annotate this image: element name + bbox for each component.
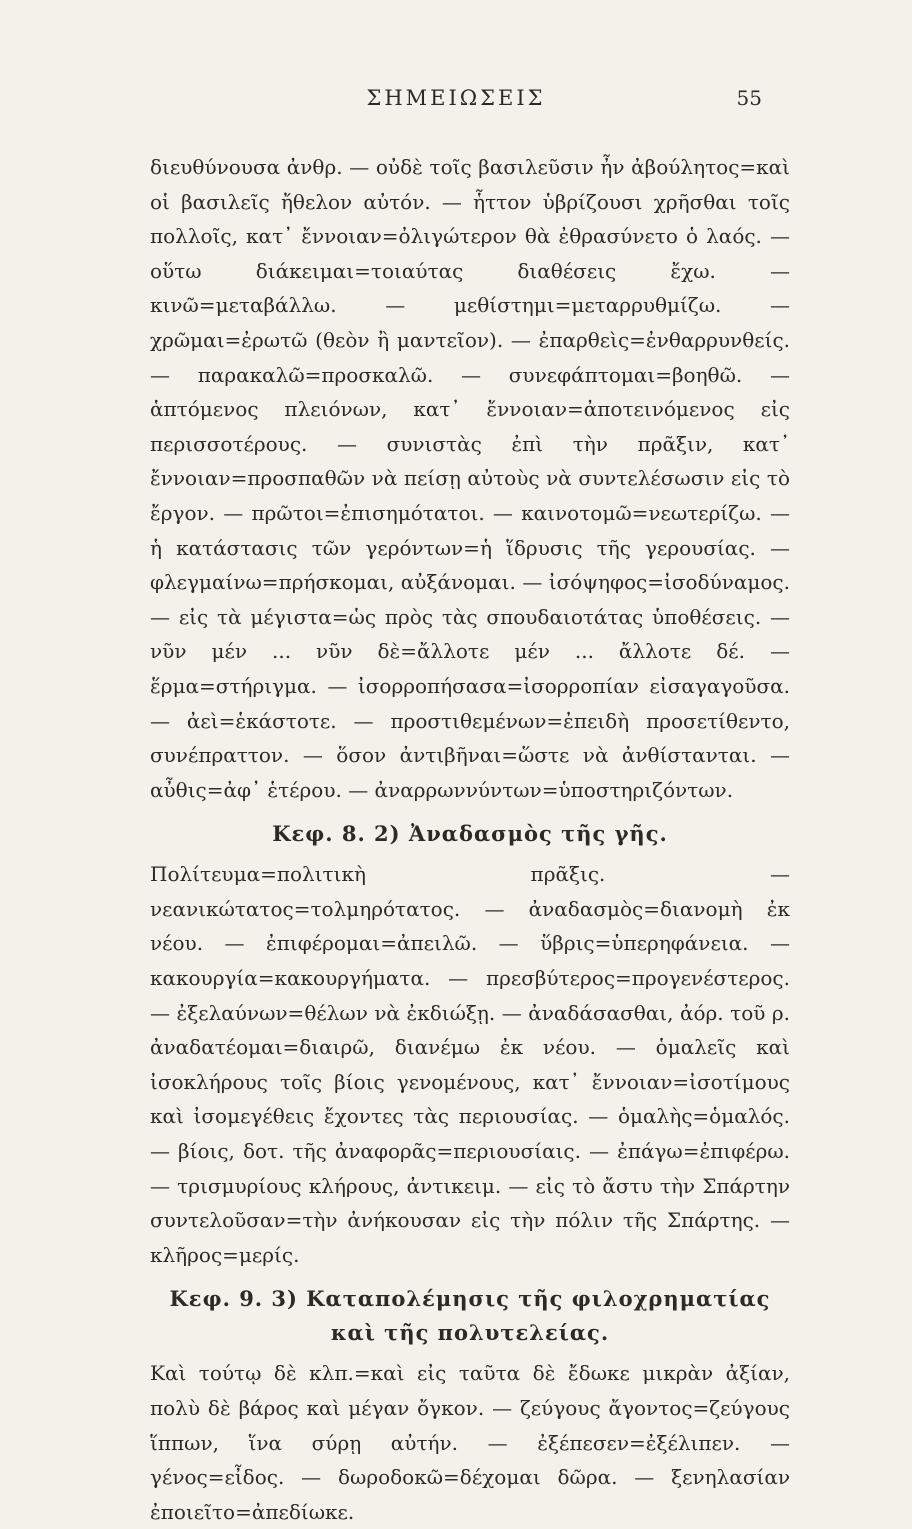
section-heading-chapter-9-line-2: καὶ τῆς πολυτελείας.: [330, 1320, 610, 1346]
section-heading-chapter-9: [150, 1282, 790, 1350]
notes-paragraph-intro: διευθύνουσα ἀνθρ. — οὐδὲ τοῖς βασιλεῦσιν ἦν ἀβούλητος=καὶ οἱ βασιλεῖς ἤθελον αὐτόν. — ἧττον ὑβρίζουσι χρῆσθαι τοῖς πολλοῖς, κατ᾽ ἔννοιαν=ὀλιγώτερον θὰ ἐθρασύνετο ὁ λαός. — οὕτω διάκειμαι=τοιαύτας διαθέσεις ἔχω. — κινῶ=μεταβάλλω. — μεθίστημι=μεταρρυθμίζω. — χρῶμαι=ἐρωτῶ (θεὸν ἢ μαντεῖον). — ἐπαρθεὶς=ἐνθαρρυνθείς. — παρακαλῶ=προσκαλῶ. — συνεφάπτομαι=βοηθῶ. — ἁπτόμενος πλειόνων, κατ᾽ ἔννοιαν=ἀποτεινόμενος εἰς περισσοτέρους. — συνιστὰς ἐπὶ τὴν πρᾶξιν, κατ᾽ ἔννοιαν=προσπαθῶν νὰ πείσῃ αὐτοὺς νὰ συντελέσωσιν εἰς τὸ ἔργον. — πρῶτοι=ἐπισημότατοι. — καινοτομῶ=νεωτερίζω. — ἡ κατάστασις τῶν γερόντων=ἡ ἵδρυσις τῆς γερουσίας. — φλεγμαίνω=πρήσκομαι, αὐξάνομαι. — ἰσόψηφος=ἰσοδύναμος. — εἰς τὰ μέγιστα=ὡς πρὸς τὰς σπουδαιοτάτας ὑποθέσεις. — νῦν μέν ... νῦν δὲ=ἄλλοτε μέν ... ἄλλοτε δέ. — ἕρμα=στήριγμα. — ἰσορροπήσασα=ἰσορροπίαν εἰσαγαγοῦσα. — ἀεὶ=ἑκάστοτε. — προστιθεμένων=ἐπειδὴ προσετίθεντο, συνέπραττον. — ὅσον ἀντιβῆναι=ὥστε νὰ ἀνθίστανται. — αὖθις=ἀφ᾽ ἑτέρου. — ἀναρρωννύντων=ὑποστηριζόντων.: [150, 155, 790, 802]
section-heading-chapter-8: Κεφ. 8. 2) Ἀναδασμὸς τῆς γῆς.: [272, 821, 668, 847]
body-text: [150, 150, 790, 1529]
notes-paragraph-chapter-8: Πολίτευμα=πολιτικὴ πρᾶξις. — νεανικώτατος=τολμηρότατος. — ἀναδασμὸς=διανομὴ ἐκ νέου. — ἐπιφέρομαι=ἀπειλῶ. — ὕβρις=ὑπερηφάνεια. — κακουργία=κακουργήματα. — πρεσβύτερος=προγενέστερος. — ἐξελαύνων=θέλων νὰ ἐκδιώξῃ. — ἀναδάσασθαι, ἀόρ. τοῦ ρ. ἀναδατέομαι=διαιρῶ, διανέμω ἐκ νέου. — ὁμαλεῖς καὶ ἰσοκλήρους τοῖς βίοις γενομένους, κατ᾽ ἔννοιαν=ἰσοτίμους καὶ ἰσομεγέθεις ἔχοντες τὰς περιουσίας. — ὁμαλὴς=ὁμαλός. — βίοις, δοτ. τῆς ἀναφορᾶς=περιουσίαις. — ἐπάγω=ἐπιφέρω. — τρισμυρίους κλήρους, ἀντικειμ. — εἰς τὸ ἄστυ τὴν Σπάρτην συντελοῦσαν=τὴν ἀνήκουσαν εἰς τὴν πόλιν τῆς Σπάρτης. — κλῆρος=μερίς.: [150, 862, 790, 1267]
running-title: ΣΗΜΕΙΩΣΕΙΣ: [366, 86, 546, 110]
section-heading-chapter-9-line-1: Κεφ. 9. 3) Καταπολέμησις τῆς φιλοχρηματίας: [169, 1286, 771, 1312]
page-number: 55: [736, 86, 762, 110]
page-header: [0, 78, 912, 118]
notes-paragraph-chapter-9: Καὶ τούτῳ δὲ κλπ.=καὶ εἰς ταῦτα δὲ ἔδωκε μικρὰν ἀξίαν, πολὺ δὲ βάρος καὶ μέγαν ὄγκον. — ζεύγους ἄγοντος=ζεύγους ἵππων, ἵνα σύρῃ αὐτήν. — ἐξέπεσεν=ἐξέλιπεν. — γένος=εἶδος. — δωροδοκῶ=δέχομαι δῶρα. — ξενηλασίαν ἐποιεῖτο=ἀπεδίωκε.: [150, 1361, 790, 1524]
